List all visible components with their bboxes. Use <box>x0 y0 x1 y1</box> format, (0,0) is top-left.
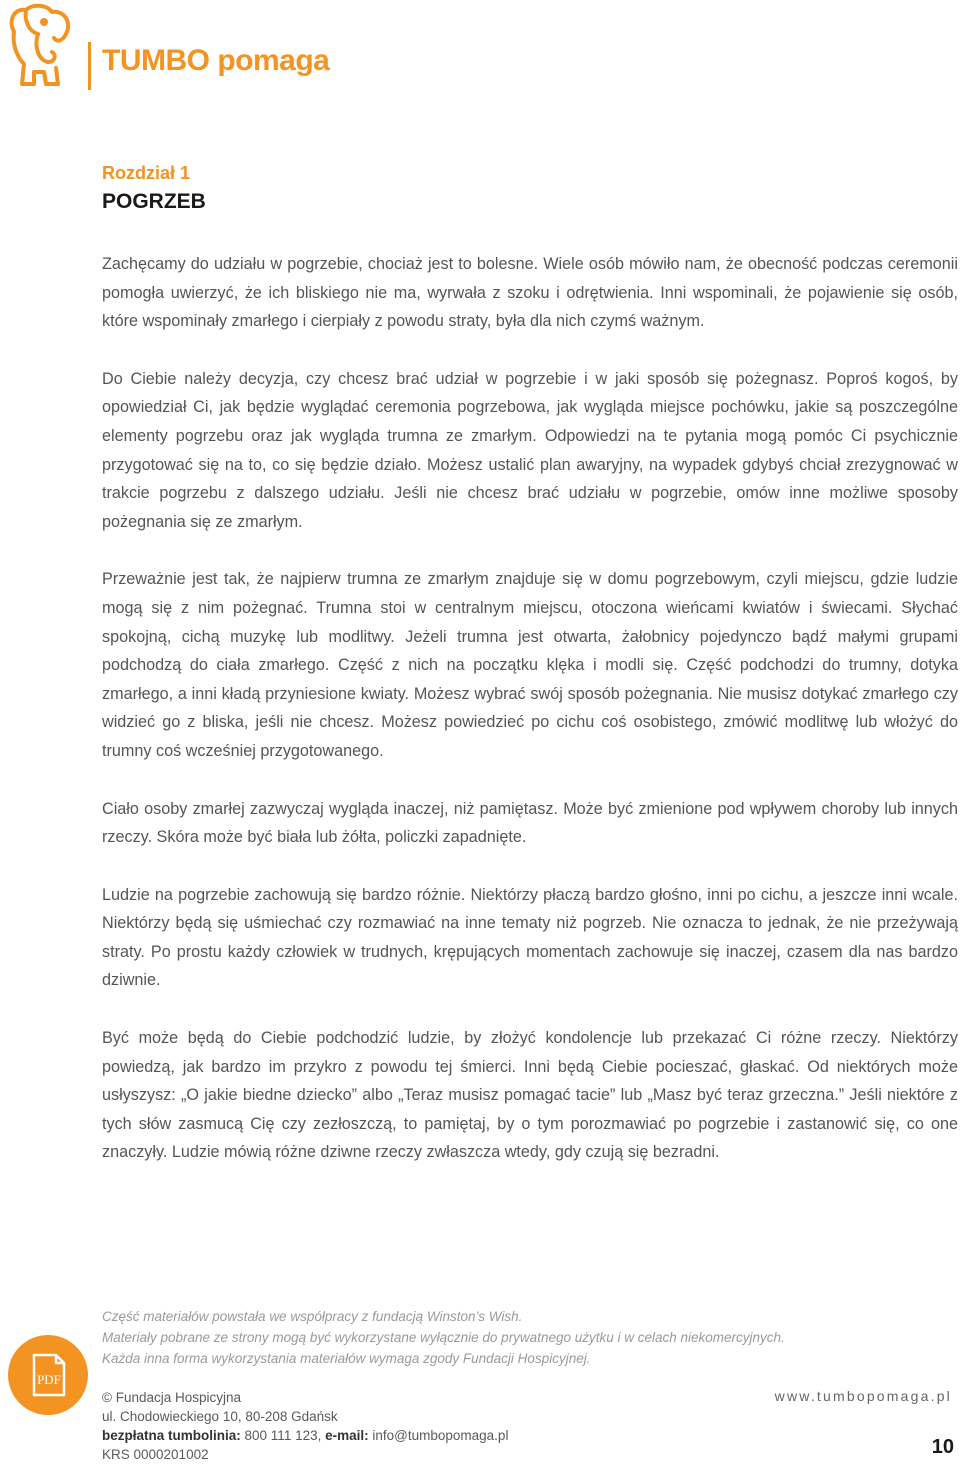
address: ul. Chodowieckiego 10, 80-208 Gdańsk <box>102 1409 338 1424</box>
footer-notes <box>102 1306 902 1369</box>
hotline-label: bezpłatna tumbolinia: <box>102 1428 241 1443</box>
email-link[interactable]: info@tumbopomaga.pl <box>372 1428 509 1443</box>
logo-divider <box>88 42 91 90</box>
page-header <box>0 0 960 100</box>
pdf-badge-icon <box>6 1333 90 1417</box>
hotline-number[interactable]: 800 111 123, <box>244 1428 322 1443</box>
pdf-badge-label: PDF <box>37 1372 61 1387</box>
page-number: 10 <box>931 1436 954 1458</box>
chapter-title: POGRZEB <box>102 190 206 213</box>
paragraph: Przeważnie jest tak, że najpierw trumna ze zmarłym znajduje się w domu pogrzebowym, czyli miejscu, gdzie ludzie mogą się z nim pożegnać. Trumna stoi w centralnym miejscu, otoczona wieńcami kwiatów i świecami. Słychać spokojną, cichą muzykę lub modlitwy. Jeżeli trumna jest otwarta, żałobnicy pojedynczo bądź małymi grupami podchodzą do ciała zmarłego. Część z nich na początku klęka i modli się. Część podchodzi do trumny, dotyka zmarłego, a inni kładą przyniesione kwiaty. Możesz wybrać swój sposób pożegnania. Nie musisz dotykać zmarłego czy widzieć go z bliska, jeśli nie chcesz. Możesz powiedzieć po cichu coś osobistego, zmówić modlitwę lub włożyć do trumny coś wcześniej przygotowanego. <box>102 570 958 760</box>
footer-note-line: Każda inna forma wykorzystania materiałów wymaga zgody Fundacji Hospicyjnej. <box>102 1351 591 1366</box>
krs-number: KRS 0000201002 <box>102 1447 209 1462</box>
email-label: e-mail: <box>325 1428 369 1443</box>
chapter-heading <box>102 162 206 216</box>
article-body <box>102 250 958 1196</box>
logo-text: TUMBO pomaga <box>102 44 330 77</box>
paragraph: Być może będą do Ciebie podchodzić ludzie, by złożyć kondolencje lub przekazać Ci różne rzeczy. Niektórzy powiedzą, jak bardzo im przykro z powodu tej śmierci. Inni będą Ciebie pocieszać, głaskać. Od niektórych może usłyszysz: „O jakie biedne dziecko” albo „Teraz musisz pomagać tacie” lub „Masz być teraz grzeczna.” Jeśli niektóre z tych słów zasmucą Cię czy zezłoszczą, to pamiętaj, by o tym porozmawiać po pogrzebie i zastanowić się, co one znaczyły. Ludzie mówią różne dziwne rzeczy zwłaszcza wtedy, gdy czują się bezradni. <box>102 1029 958 1162</box>
footer-note-line: Część materiałów powstała we współpracy z fundacją Winston’s Wish. <box>102 1309 523 1324</box>
contact-block <box>102 1388 508 1464</box>
paragraph: Zachęcamy do udziału w pogrzebie, chociaż jest to bolesne. Wiele osób mówiło nam, że obecność podczas ceremonii pomogła uwierzyć, że ich bliskiego nie ma, wyrwała z szoku i odrętwienia. Inni wspominali, że pojawienie się osób, które wspominały zmarłego i cierpiały z powodu straty, była dla nich czymś ważnym. <box>102 255 958 331</box>
chapter-number: Rozdział 1 <box>102 163 191 183</box>
copyright: © Fundacja Hospicyjna <box>102 1390 242 1405</box>
website-link[interactable]: www.tumbopomaga.pl <box>774 1388 952 1404</box>
contact-line <box>102 1426 508 1445</box>
paragraph: Ludzie na pogrzebie zachowują się bardzo różnie. Niektórzy płaczą bardzo głośno, inni po cichu, a jeszcze inni wcale. Niektórzy będą się uśmiechać czy rozmawiać na inne tematy niż pogrzeb. Nie oznacza to jednak, że nie przeżywają straty. Po prostu każdy człowiek w trudnych, krępujących momentach zachowuje się inaczej, czasem dla nas bardzo dziwnie. <box>102 885 958 990</box>
elephant-logo-icon <box>4 2 76 92</box>
paragraph: Ciało osoby zmarłej zazwyczaj wygląda inaczej, niż pamiętasz. Może być zmienione pod wpływem choroby lub innych rzeczy. Skóra może być biała lub żółta, policzki zapadnięte. <box>102 799 958 847</box>
paragraph: Do Ciebie należy decyzja, czy chcesz brać udział w pogrzebie i w jaki sposób się pożegnasz. Poproś kogoś, by opowiedział Ci, jak będzie wyglądać ceremonia pogrzebowa, jak wygląda miejsce pochówku, jakie są poszczególne elementy pogrzebu oraz jak wygląda trumna ze zmarłym. Odpowiedzi na te pytania mogą pomóc Ci psychicznie przygotować się na to, co się będzie działo. Możesz ustalić plan awaryjny, na wypadek gdybyś chciał zrezygnować w trakcie pogrzebu z dalszego udziału. Jeśli nie chcesz brać udziału w pogrzebie, omów inne możliwe sposoby pożegnania się ze zmarłym. <box>102 369 958 531</box>
footer-note-line: Materiały pobrane ze strony mogą być wykorzystane wyłącznie do prywatnego użytku i w celach niekomercyjnych. <box>102 1330 785 1345</box>
